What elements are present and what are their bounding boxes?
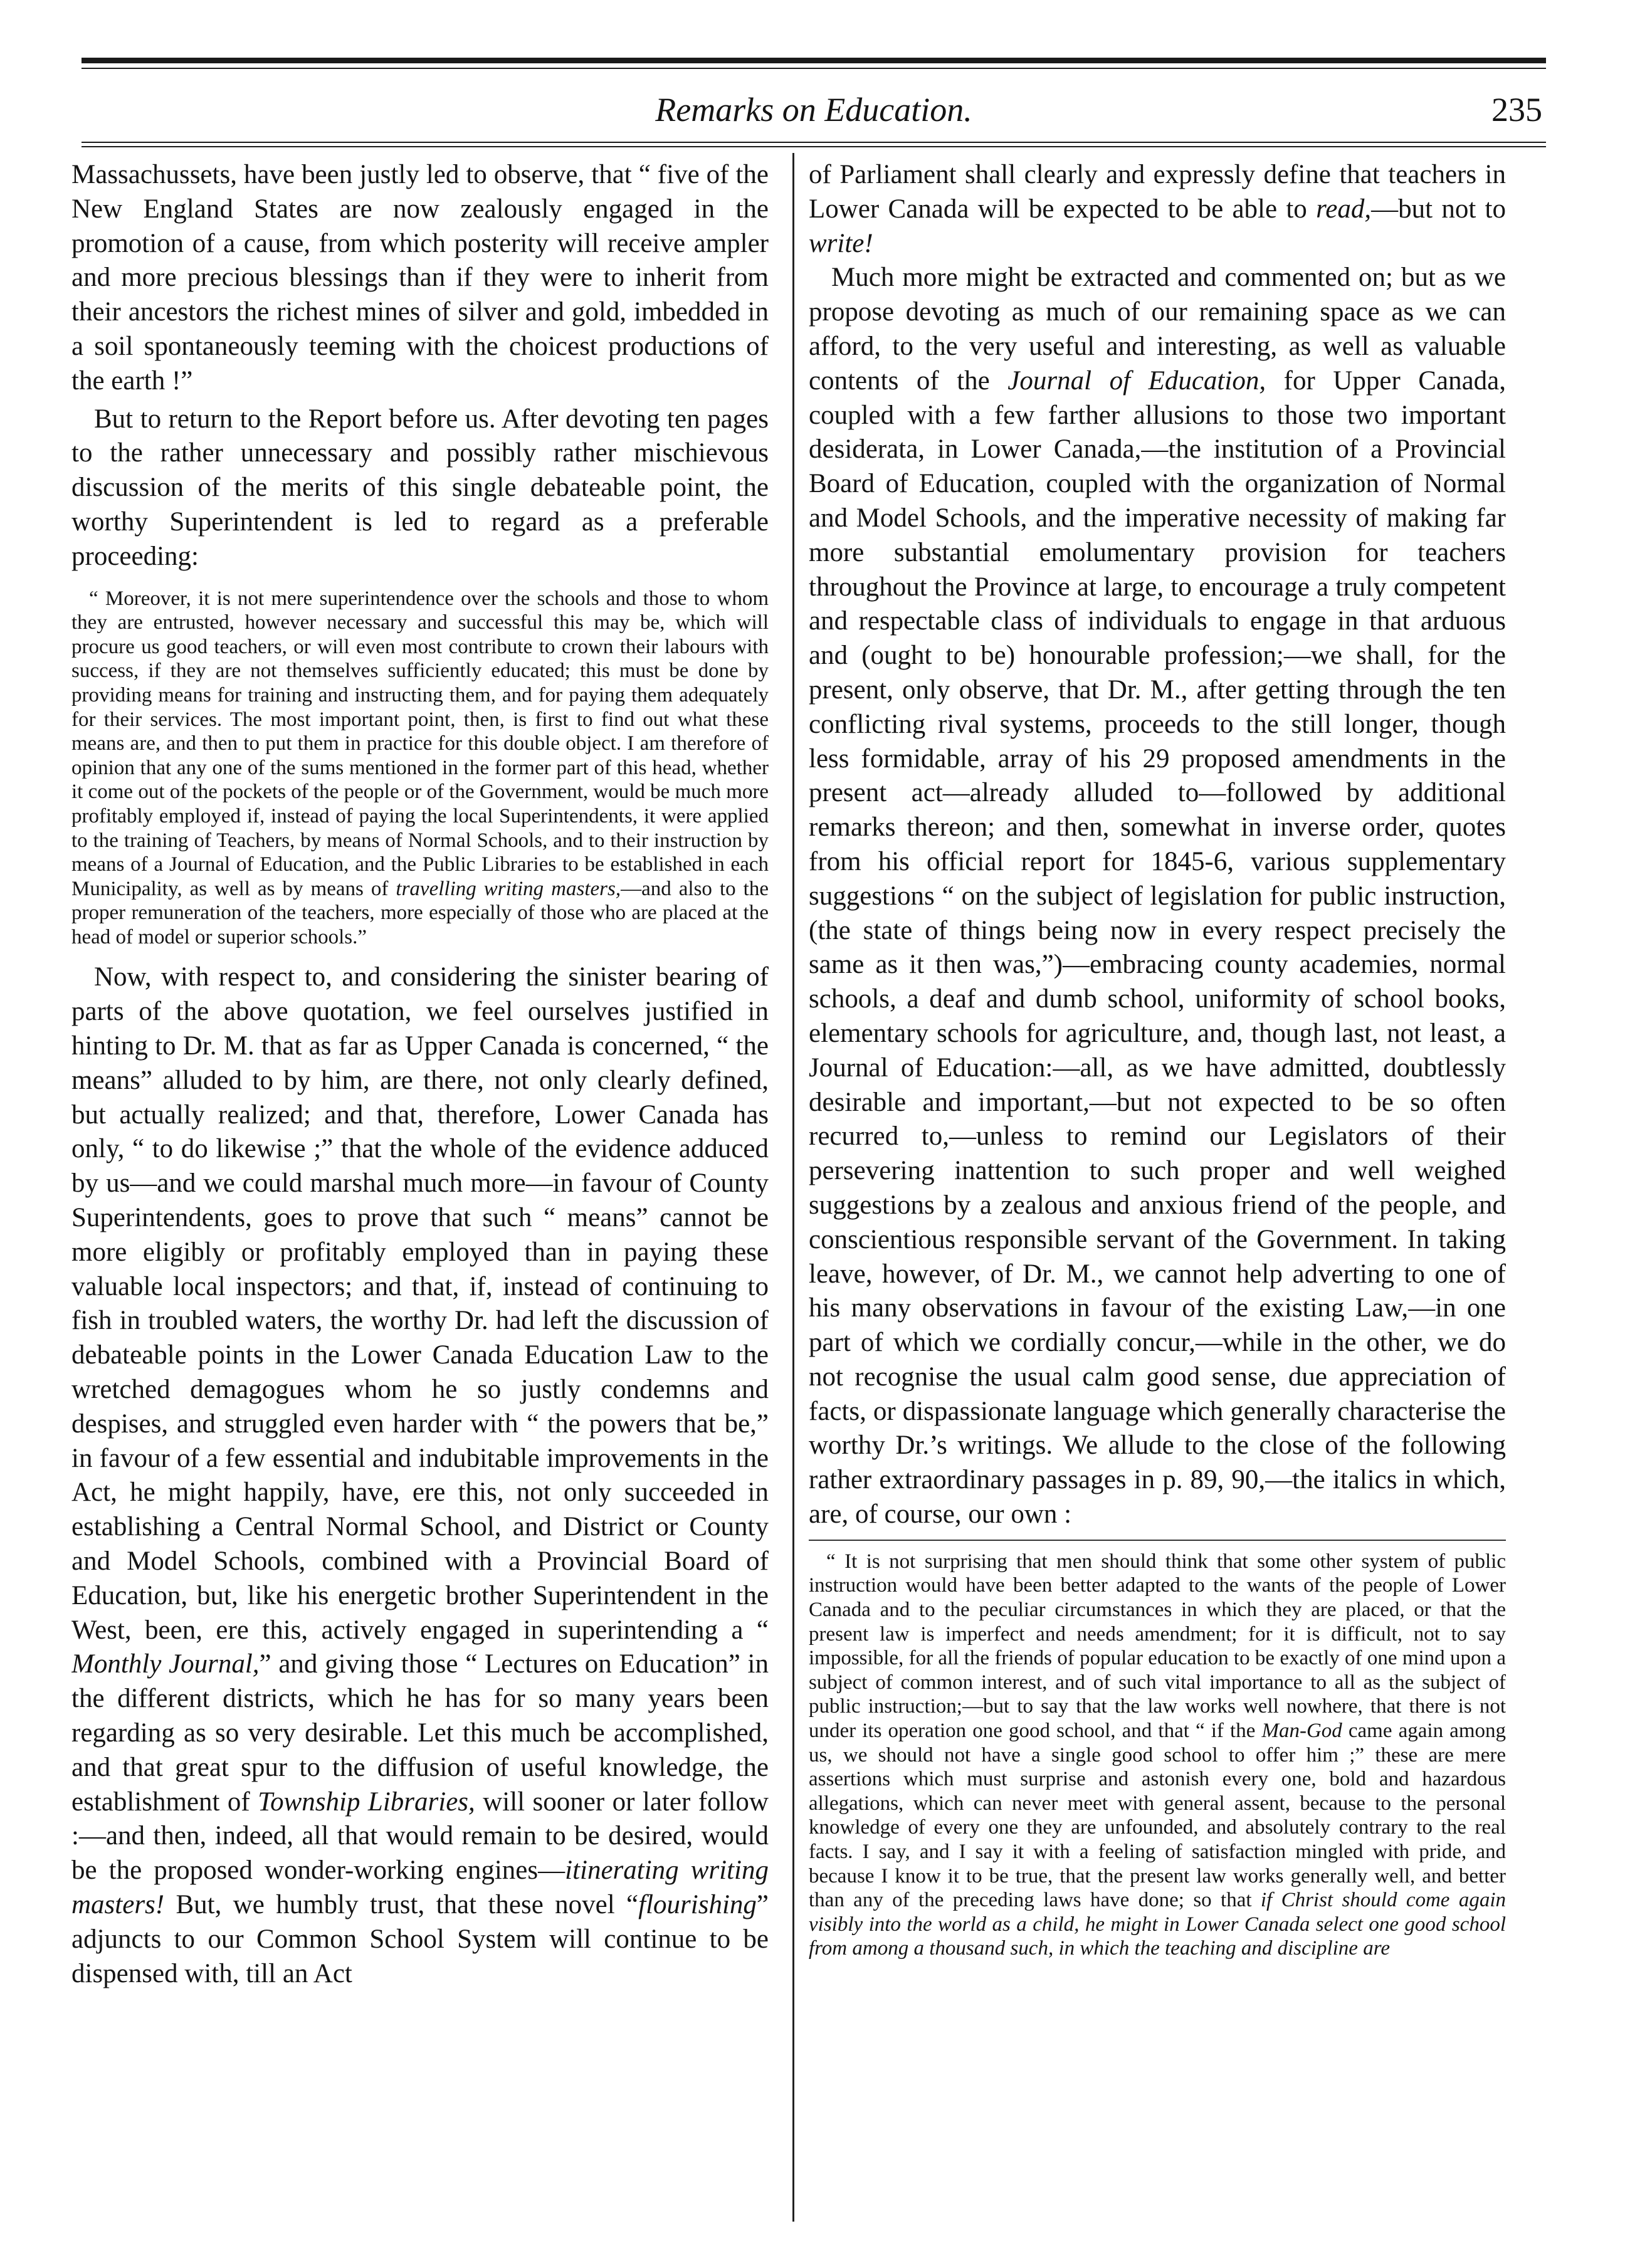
right-paragraph-2 (809, 261, 1506, 1531)
header-rule-upper (82, 142, 1546, 143)
right-p1-italic-write: write! (809, 228, 873, 258)
page-number: 235 (1491, 91, 1542, 129)
right-quote-italic-mangod: Man-God (1261, 1719, 1342, 1743)
right-column (809, 158, 1506, 1961)
right-p1-text: of Parliament shall clearly and expressly define that teachers in Lower Canada will be expected to be able to (809, 160, 1506, 224)
header-rule-lower (82, 146, 1546, 147)
left-quote-text-end: —and also to the proper remuneration of the teachers, more especially of those who are placed at the head of model or superior schools.” (71, 877, 769, 948)
top-heavy-rule (82, 58, 1546, 63)
left-p3-text-2: ” and giving those “ Lectures on Education” in the different districts, which he has for so many years been regarding as so very desirable. Let this much be accomplished, and that great spur to the diffusion of useful knowledge, the establishment of (71, 1649, 769, 1817)
quote-separator-rule (809, 1540, 1506, 1541)
left-quote-italic: travelling writing masters, (396, 877, 621, 900)
left-quote-text: “ Moreover, it is not mere superintendence over the schools and those to whom they are entrusted, however necessary and successful this may be, which will procure us good teachers, or will even most contribute to crown their labours with success, if they are not themselves sufficiently educated; this must be done by providing means for training and instructing them, and for paying them adequately for their services. The most important point, then, is first to find out what these means are, and then to put them in practice for this double object. I am therefore of opinion that any one of the sums mentioned in the former part of this head, whether it come out of the pockets of the people or of the Government, would be much more profitably employed if, instead of paying the local Superintendents, it were applied to the training of Teachers, by means of Normal Schools, and to their instruction by means of a Journal of Education, and the Public Libraries to be established in each Municipality, as well as by means of (71, 587, 769, 900)
right-paragraph-1 (809, 158, 1506, 261)
column-divider (792, 153, 794, 2222)
left-p3-text-4: But, we humbly trust, that these novel “ (164, 1889, 639, 1919)
left-p3-italic-flourishing: flourishing (638, 1889, 757, 1919)
right-block-quote (809, 1550, 1506, 1961)
running-title: Remarks on Education. (655, 91, 972, 129)
left-p3-italic-masters: itinerating writing masters! (71, 1856, 769, 1919)
left-paragraph-2 (71, 402, 769, 574)
left-p2-text: But to return to the Report before us. After devoting ten pages to the rather unnecessary and possibly rather mischievous discussion of the merits of this single debateable point, the worthy Superintendent is led to regard as a preferable proceeding: (71, 404, 769, 571)
page-header (82, 81, 1546, 138)
left-column (71, 158, 769, 1991)
right-p2-text-2: for Upper Canada, coupled with a few farther allusions to those two important desiderata, in Lower Canada,—the institution of a Provincial Board of Education, coupled with the organization of Normal and Model Schools, and the imperative necessity of making far more substantial emolumentary provision for teachers throughout the Province at large, to encourage a truly competent and respectable class of individuals to engage in that arduous and (ought to be) honourable profession;—we shall, for the present, only observe, that Dr. M., after getting through the ten conflicting rival systems, proceeds to the still longer, though less formidable, array of his 29 proposed amendments in the present act—already alluded to—followed by additional remarks thereon; and then, somewhat in inverse order, quotes from his official report for 1845-6, various supplementary suggestions “ on the subject of legislation for public instruction, (the state of things being now in every respect precisely the same as it then was,”)—embracing county academies, normal schools, a deaf and dumb school, uniformity of school books, elementary schools for agriculture, and, though last, not least, a Journal of Education:—all, as we have admitted, doubtlessly desirable and important,—but not expected to be so often recurred to,—unless to remind our Legislators of their persevering inattention to such proper and well weighed suggestions by a zealous and anxious friend of the people, and conscientious responsible servant of the Government. In taking leave, however, of Dr. M., we cannot help adverting to one of his many observations in favour of the existing Law,—in one part of which we cordially concur,—while in the other, we do not recognise the usual calm good sense, due appreciation of facts, or dispassionate language which generally characterise the worthy Dr.’s writings. We allude to the close of the following rather extraordinary passages in p. 89, 90,—the italics in which, are, of course, our own : (809, 365, 1506, 1530)
left-p3-text: Now, with respect to, and considering the sinister bearing of parts of the above quotation, we feel ourselves justified in hinting to Dr. M. that as far as Upper Canada is concerned, “ the means” alluded to by him, are there, not only clearly defined, but actually realized; and that, therefore, Lower Canada has only, “ to do likewise ;” that the whole of the evidence adduced by us—and we could marshal much more—in favour of County Superintendents, goes to prove that such “ means” cannot be more eligibly or profitably employed than in paying these valuable local inspectors; and that, if, instead of continuing to fish in troubled waters, the worthy Dr. had left the discussion of debateable points in the Lower Canada Education Law to the wretched demagogues whom he so justly condemns and despises, and struggled even harder with “ the powers that be,” in favour of a few essential and indubitable improvements in the Act, he might happily, have, ere this, not only succeeded in establishing a Central Normal School, and District or County and Model Schools, combined with a Provincial Board of Education, but, like his energetic brother Superintendent in the West, been, ere this, actively engaged in superintending a “ (71, 962, 769, 1645)
left-p1-text: Massachussets, have been justly led to observe, that “ five of the New England States are now zealously engaged in the promotion of a cause, from which posterity will receive ampler and more precious blessings than if they were to inherit from their ancestors the richest mines of silver and gold, imbedded in a soil spontaneously teeming with the choicest productions of the earth !” (71, 160, 769, 396)
left-p3-text-5: ” adjuncts to our Common School System will continue to be dispensed with, till an Act (71, 1889, 769, 1988)
right-quote-text-2: came again among us, we should not have a single good school to offer him ;” these are mere assertions which must surprise and astonish every one, bold and hazardous allegations, which can never meet with general assent, because to the personal knowledge of every one they are unfounded, and absolutely contrary to the real facts. I say, and I say it with a feeling of satisfaction mingled with pride, and because I know it to be true, that the present law works generally well, and better than any of the preceding laws have done; so that (809, 1719, 1506, 1912)
right-p2-italic-journal: Journal of Education, (1007, 365, 1266, 396)
top-thin-rule (82, 68, 1546, 69)
right-p1-italic-read: read, (1316, 194, 1372, 224)
left-p3-text-3: will sooner or later follow :—and then, indeed, all that would remain to be desired, would be the proposed wonder-working engines— (71, 1787, 769, 1886)
right-quote-text: “ It is not surprising that men should think that some other system of public instruction would have been better adapted to the wants of the people of Lower Canada and to the peculiar circumstances in which they are placed, or that the present law is imperfect and needs amendment; for it is difficult, not to say impossible, for all the friends of popular education to be exactly of one mind upon a subject of common interest, and of such vital importance to all as the subject of public instruction;—but to say that the law works well nowhere, that there is not under its operation one good school, and that “ if the (809, 1550, 1506, 1743)
right-quote-italic-end: if Christ should come again visibly into the world as a child, he might in Lower Canada select one good school from among a thousand such, in which the teaching and discipline are (809, 1889, 1506, 1960)
left-block-quote (71, 587, 769, 950)
left-p3-italic-journal: Monthly Journal, (71, 1649, 260, 1679)
left-paragraph-1 (71, 158, 769, 399)
left-paragraph-3 (71, 960, 769, 1991)
left-p3-italic-libraries: Township Libraries, (258, 1787, 475, 1817)
right-p2-text: Much more might be extracted and commented on; but as we propose devoting as much of our remaining space as we can afford, to the very useful and interesting, as well as valuable contents of the (809, 263, 1506, 396)
right-p1-text-2: —but not to (1371, 194, 1506, 224)
